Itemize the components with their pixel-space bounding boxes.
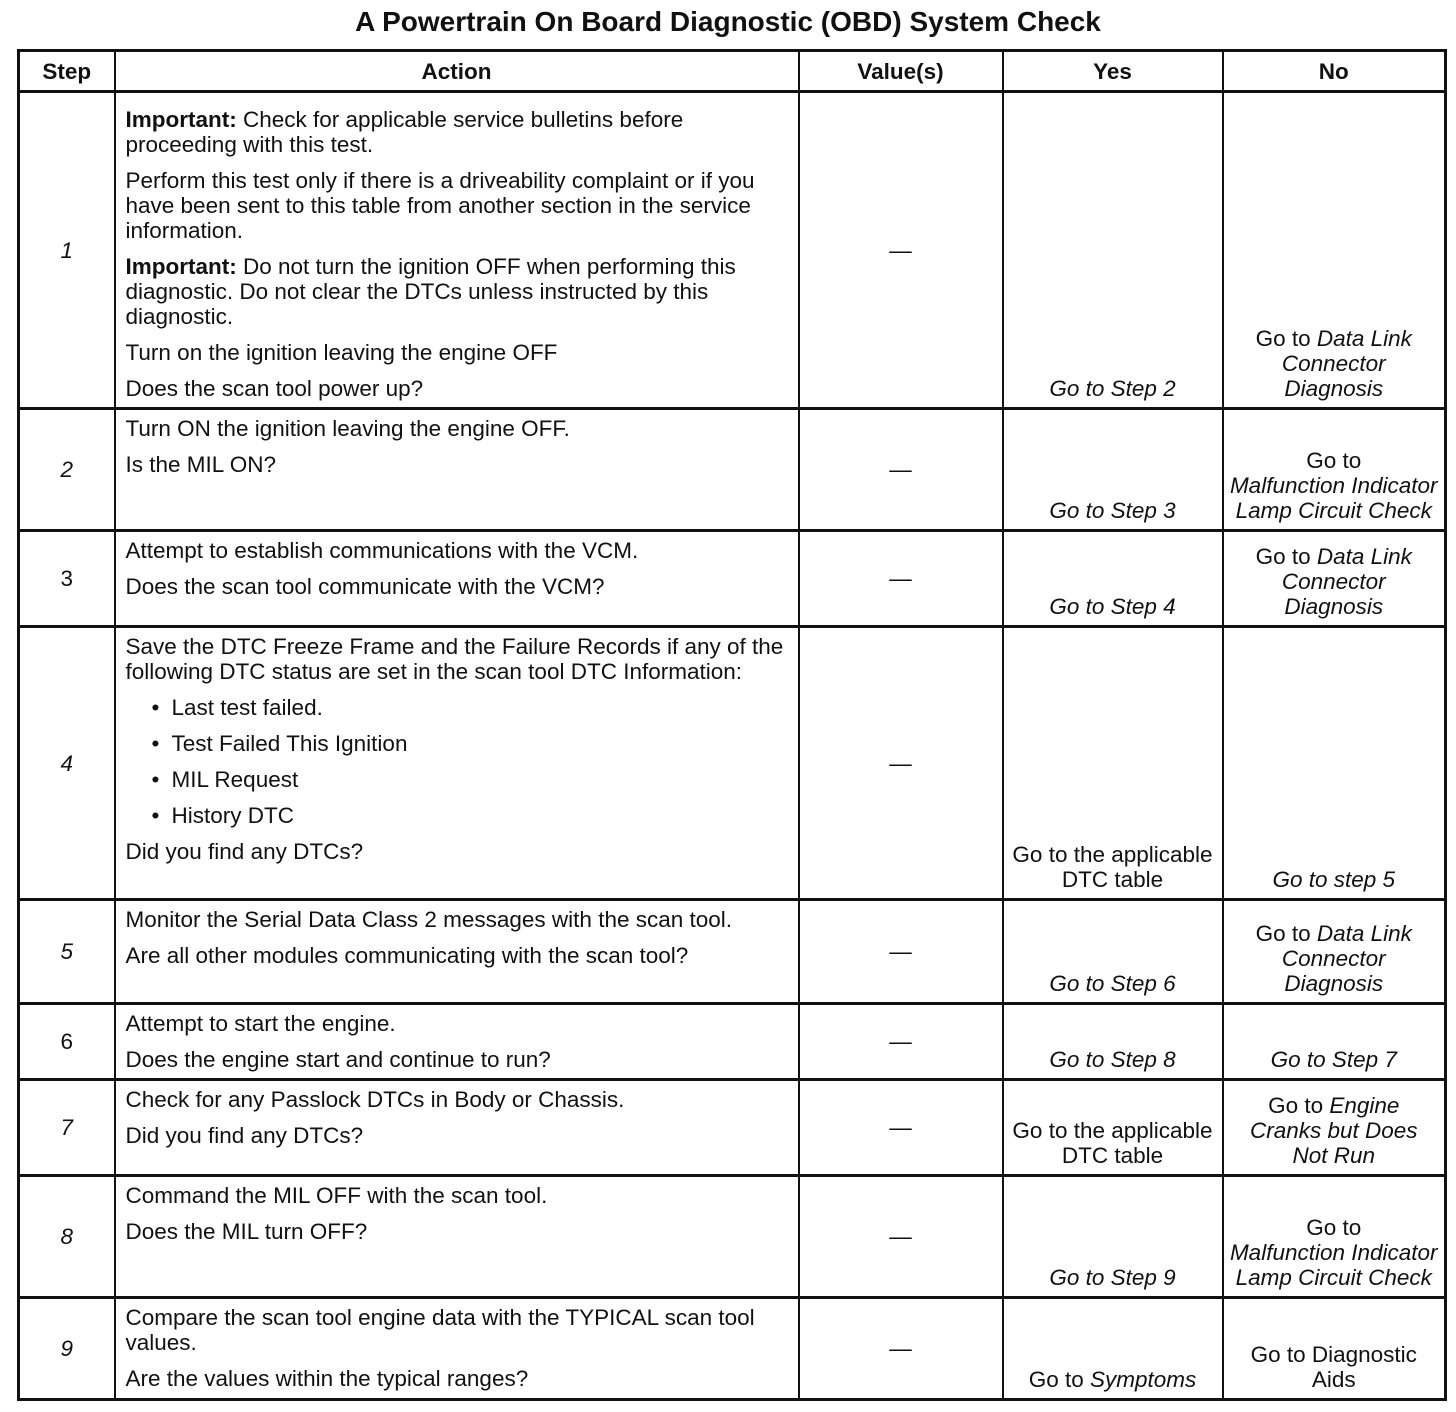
step-number: 9 <box>19 1298 115 1400</box>
page-title: A Powertrain On Board Diagnostic (OBD) System Check <box>355 6 1101 37</box>
yes-link[interactable]: Go to Step 6 <box>1049 971 1176 996</box>
action-question: Does the MIL turn OFF? <box>125 1219 368 1244</box>
no-link[interactable]: Data Link Connector Diagnosis <box>1281 544 1412 619</box>
step-number: 2 <box>19 409 115 531</box>
list-item: • Test Failed This Ignition <box>172 731 788 756</box>
action-cell <box>115 92 799 409</box>
step-number: 5 <box>19 900 115 1004</box>
yes-link[interactable]: Symptoms <box>1090 1367 1197 1392</box>
yes-cell <box>1003 531 1223 627</box>
yes-link[interactable]: Go to Step 4 <box>1049 594 1176 619</box>
yes-link[interactable]: Go to the applicable DTC table <box>1012 842 1213 892</box>
no-prefix: Go to <box>1306 1215 1362 1240</box>
table-row <box>19 92 1446 409</box>
action-cell <box>115 627 799 900</box>
yes-cell <box>1003 92 1223 409</box>
action-text: Check for any Passlock DTCs in Body or Chassis. <box>125 1087 625 1112</box>
action-cell <box>115 1298 799 1400</box>
table-row <box>19 1004 1446 1080</box>
action-cell <box>115 1176 799 1298</box>
no-cell <box>1223 1176 1446 1298</box>
yes-prefix: Go to <box>1028 1367 1090 1392</box>
action-question: Is the MIL ON? <box>125 452 276 477</box>
value-cell: — <box>799 1080 1003 1176</box>
no-link[interactable]: Engine Cranks but Does Not Run <box>1249 1093 1418 1168</box>
list-item: • History DTC <box>172 803 788 828</box>
action-question: Did you find any DTCs? <box>125 839 364 864</box>
document-page <box>0 4 1456 1412</box>
table-row <box>19 531 1446 627</box>
action-question: Does the scan tool power up? <box>125 376 424 401</box>
action-question: Did you find any DTCs? <box>125 1123 364 1148</box>
yes-cell <box>1003 1298 1223 1400</box>
action-cell <box>115 531 799 627</box>
important-label: Important: <box>125 254 237 279</box>
table-row <box>19 1176 1446 1298</box>
action-cell <box>115 1004 799 1080</box>
yes-cell <box>1003 1080 1223 1176</box>
important-label: Important: <box>125 107 237 132</box>
no-prefix: Go to <box>1268 1093 1330 1118</box>
yes-link[interactable]: Go to Step 8 <box>1049 1047 1176 1072</box>
action-text: Do not turn the ignition OFF when performing this diagnostic. Do not clear the DTCs unless instructed by this diagnostic. <box>125 254 736 329</box>
action-text: Monitor the Serial Data Class 2 messages with the scan tool. <box>125 907 733 932</box>
no-cell <box>1223 1080 1446 1176</box>
table-row <box>19 900 1446 1004</box>
value-cell: — <box>799 1298 1003 1400</box>
action-question: Does the engine start and continue to run? <box>125 1047 551 1072</box>
no-cell <box>1223 1004 1446 1080</box>
action-text: Command the MIL OFF with the scan tool. <box>125 1183 548 1208</box>
no-link[interactable]: Go to Diagnostic Aids <box>1250 1342 1417 1392</box>
table-header-row <box>19 51 1446 92</box>
yes-cell <box>1003 627 1223 900</box>
step-number: 4 <box>19 627 115 900</box>
no-prefix: Go to <box>1255 326 1317 351</box>
no-link[interactable]: Malfunction Indicator Lamp Circuit Check <box>1229 473 1438 523</box>
action-text: Check for applicable service bulletins before proceeding with this test. <box>125 107 684 157</box>
step-number: 3 <box>19 531 115 627</box>
no-cell <box>1223 409 1446 531</box>
header-step: Step <box>19 51 115 92</box>
header-no: No <box>1223 51 1446 92</box>
yes-link[interactable]: Go to Step 9 <box>1049 1265 1176 1290</box>
value-cell: — <box>799 627 1003 900</box>
value-cell: — <box>799 1004 1003 1080</box>
yes-link[interactable]: Go to Step 3 <box>1049 498 1176 523</box>
yes-link[interactable]: Go to Step 2 <box>1049 376 1176 401</box>
action-cell <box>115 1080 799 1176</box>
step-number: 6 <box>19 1004 115 1080</box>
no-link[interactable]: Data Link Connector Diagnosis <box>1281 326 1412 401</box>
no-prefix: Go to <box>1255 544 1317 569</box>
no-link[interactable]: Malfunction Indicator Lamp Circuit Check <box>1229 1240 1438 1290</box>
no-cell <box>1223 1298 1446 1400</box>
yes-link[interactable]: Go to the applicable DTC table <box>1012 1118 1213 1168</box>
action-text: Save the DTC Freeze Frame and the Failure Records if any of the following DTC status are set in the scan tool DTC Information: <box>125 634 784 684</box>
list-item: • Last test failed. <box>172 695 788 720</box>
dtc-status-list <box>126 695 788 828</box>
no-link[interactable]: Go to step 5 <box>1272 867 1396 892</box>
no-cell <box>1223 92 1446 409</box>
table-row <box>19 1298 1446 1400</box>
yes-cell <box>1003 900 1223 1004</box>
no-link[interactable]: Go to Step 7 <box>1270 1047 1397 1072</box>
header-value: Value(s) <box>799 51 1003 92</box>
list-item: • MIL Request <box>172 767 788 792</box>
no-cell <box>1223 531 1446 627</box>
action-question: Are the values within the typical ranges? <box>125 1366 529 1391</box>
action-question: Does the scan tool communicate with the VCM? <box>125 574 605 599</box>
yes-cell <box>1003 409 1223 531</box>
action-text: Attempt to start the engine. <box>125 1011 396 1036</box>
table-row <box>19 409 1446 531</box>
step-number: 8 <box>19 1176 115 1298</box>
value-cell: — <box>799 900 1003 1004</box>
table-row <box>19 627 1446 900</box>
header-yes: Yes <box>1003 51 1223 92</box>
action-text: Perform this test only if there is a driveability complaint or if you have been sent to this table from another section in the service information. <box>125 168 755 243</box>
no-cell <box>1223 900 1446 1004</box>
step-number: 1 <box>19 92 115 409</box>
yes-cell <box>1003 1176 1223 1298</box>
action-text: Turn on the ignition leaving the engine OFF <box>125 340 558 365</box>
no-prefix: Go to <box>1255 921 1317 946</box>
value-cell: — <box>799 92 1003 409</box>
table-row <box>19 1080 1446 1176</box>
value-cell: — <box>799 531 1003 627</box>
no-prefix: Go to <box>1306 448 1362 473</box>
action-cell <box>115 409 799 531</box>
diagnostic-table <box>17 49 1447 1401</box>
value-cell: — <box>799 409 1003 531</box>
no-cell <box>1223 627 1446 900</box>
action-text: Compare the scan tool engine data with the TYPICAL scan tool values. <box>125 1305 755 1355</box>
action-cell <box>115 900 799 1004</box>
no-link[interactable]: Data Link Connector Diagnosis <box>1281 921 1412 996</box>
action-question: Are all other modules communicating with the scan tool? <box>125 943 689 968</box>
yes-cell <box>1003 1004 1223 1080</box>
action-text: Turn ON the ignition leaving the engine OFF. <box>125 416 570 441</box>
action-text: Attempt to establish communications with the VCM. <box>125 538 639 563</box>
step-number: 7 <box>19 1080 115 1176</box>
header-action: Action <box>115 51 799 92</box>
value-cell: — <box>799 1176 1003 1298</box>
